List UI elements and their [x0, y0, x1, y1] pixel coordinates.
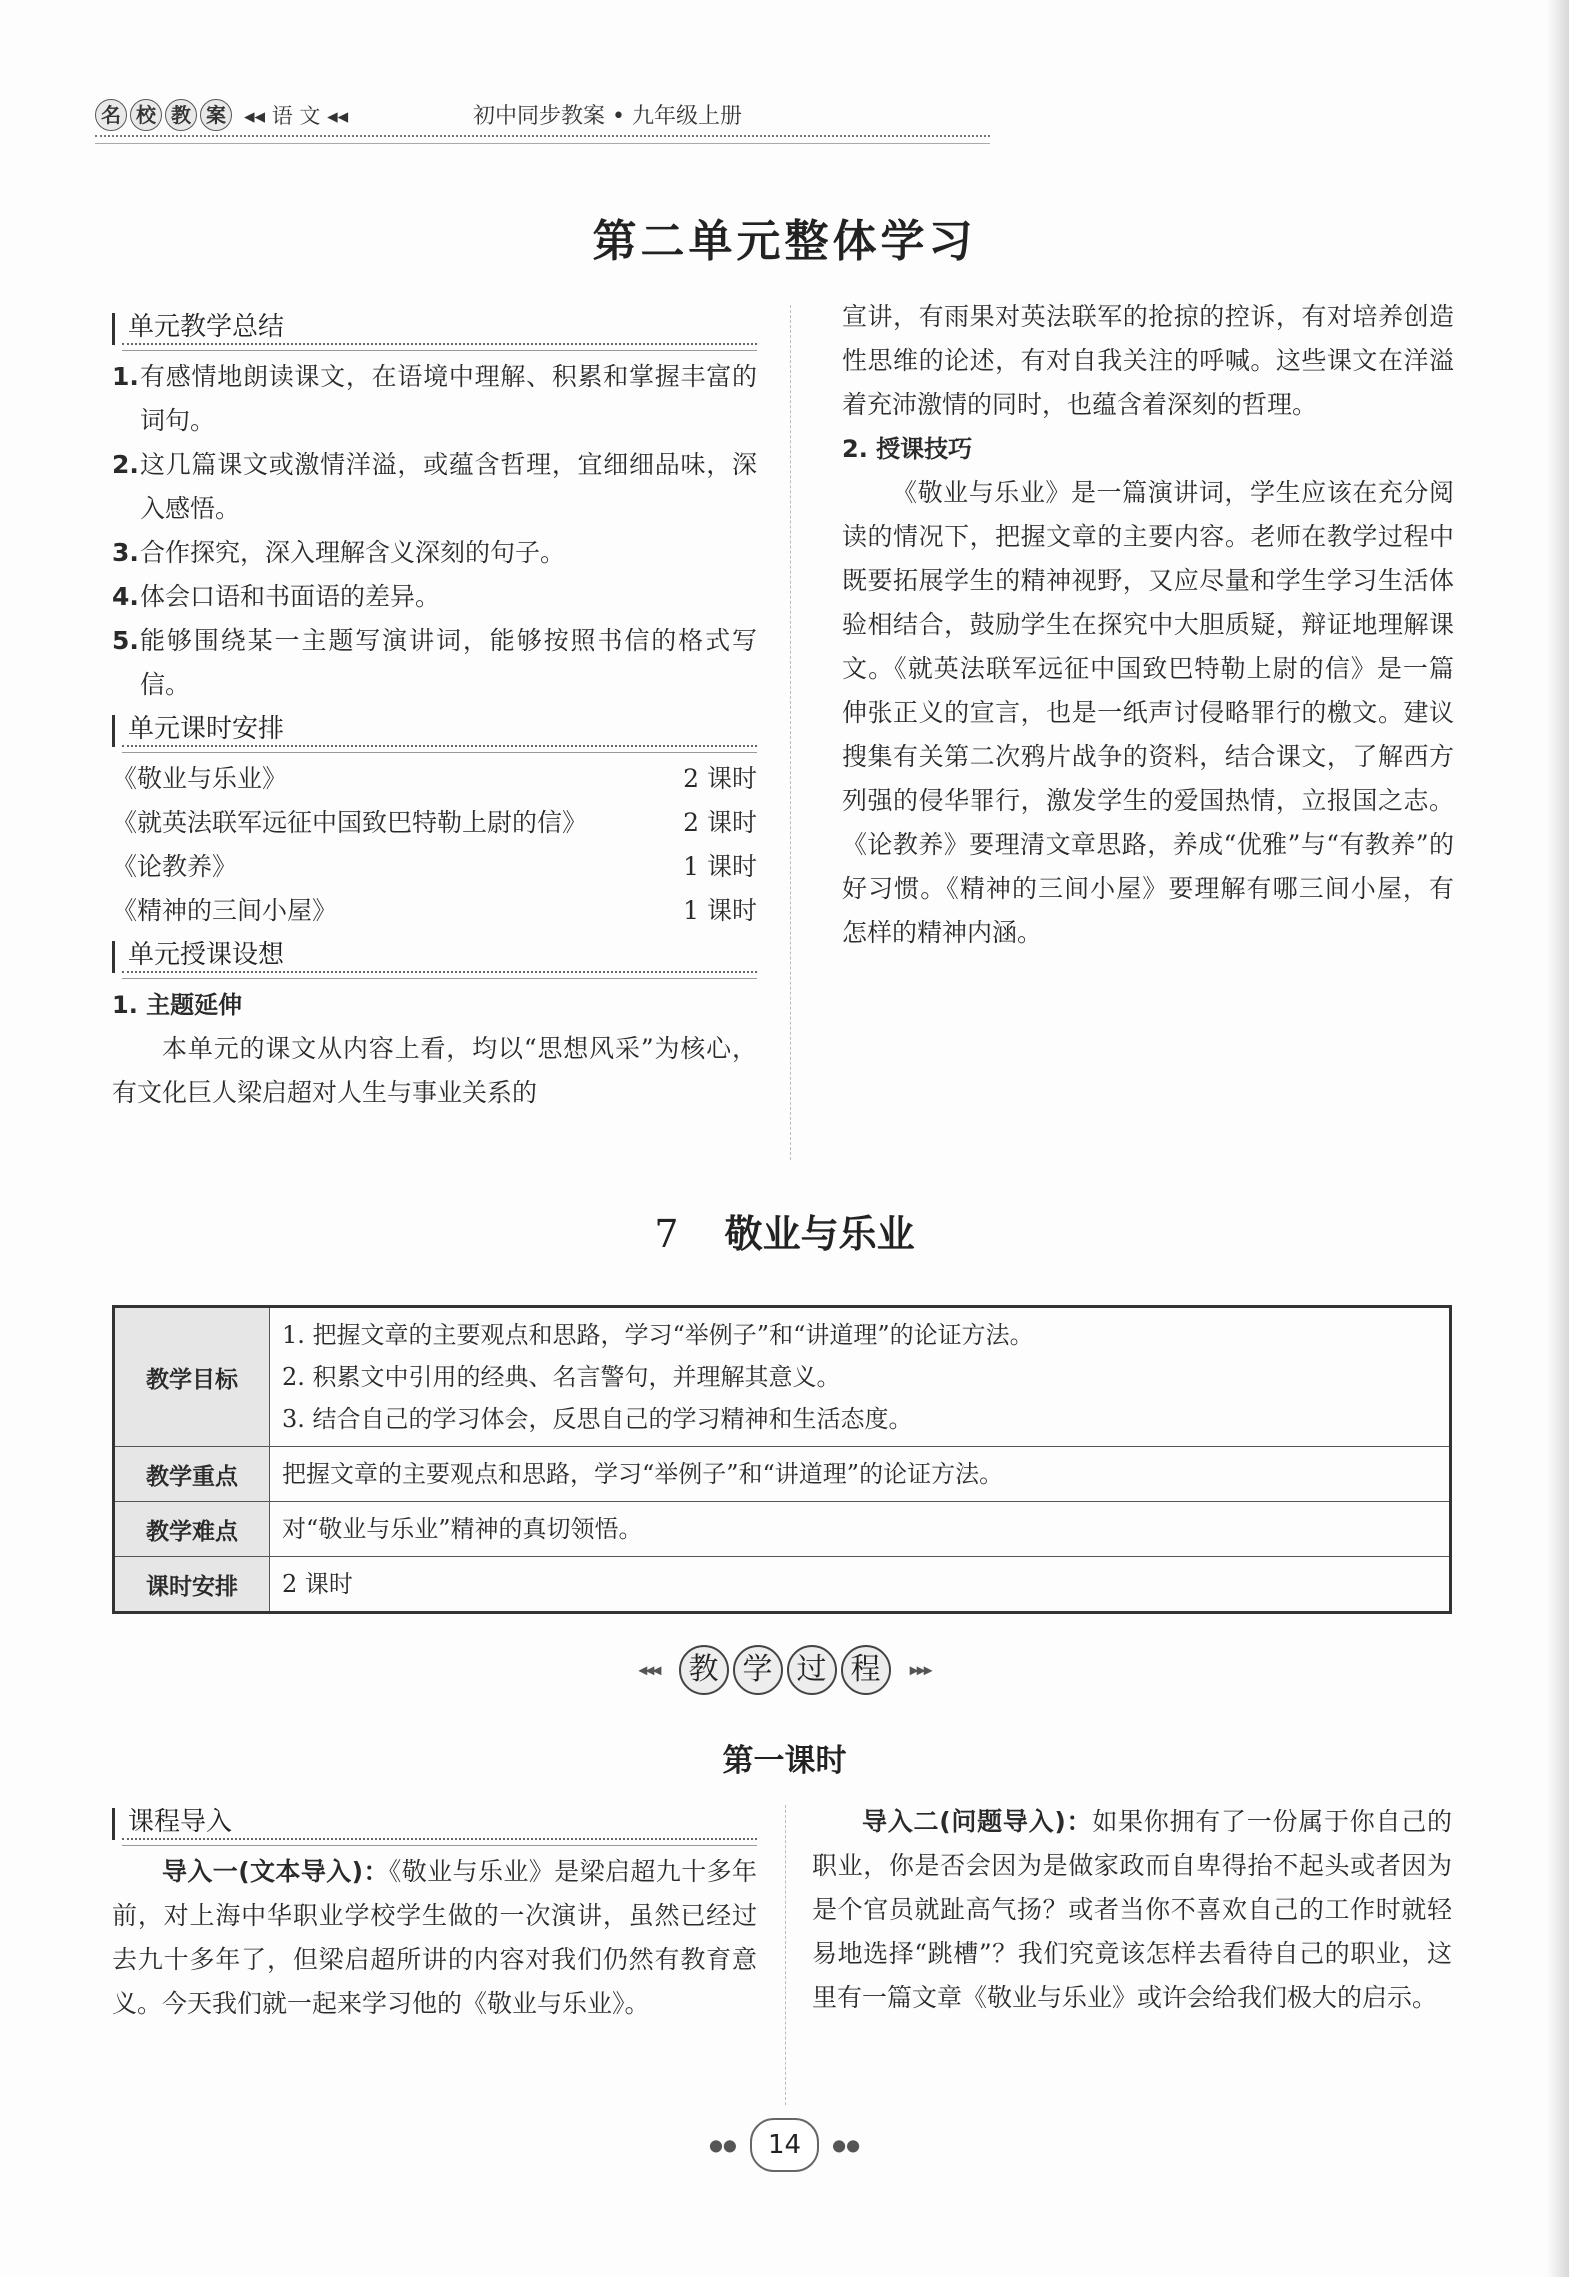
heading-rule	[122, 343, 757, 351]
section-heading-schedule	[112, 707, 757, 753]
footer-dots-right: ●●	[832, 2135, 861, 2155]
heading-bar	[112, 313, 115, 345]
schedule-title: 《敬业与乐业》	[112, 764, 288, 793]
schedule-row	[112, 845, 757, 889]
process-char: 程	[841, 1645, 891, 1695]
section-heading-intro	[112, 1800, 757, 1846]
column-divider	[785, 1805, 786, 2105]
item-number: 4.	[112, 582, 139, 611]
subject-label: ◂◂ 语 文 ◂◂	[244, 104, 349, 128]
goal-line: 2. 积累文中引用的经典、名言警句，并理解其意义。	[282, 1363, 841, 1391]
column-divider	[790, 305, 791, 1160]
page-number: 14	[750, 2118, 819, 2172]
schedule-title: 《论教养》	[112, 852, 238, 881]
brand-char: 案	[200, 99, 232, 131]
summary-item	[112, 619, 757, 707]
schedule-title: 《就英法联军远征中国致巴特勒上尉的信》	[112, 808, 588, 837]
process-chars	[679, 1645, 891, 1695]
lead-one-label: 导入一(文本导入)：	[162, 1857, 389, 1886]
intro-left-column	[112, 1800, 757, 2026]
row-label: 教学难点	[114, 1502, 270, 1557]
goal-line: 3. 结合自己的学习体会，反思自己的学习精神和生活态度。	[282, 1405, 913, 1433]
subheading-theme: 1. 主题延伸	[112, 991, 243, 1019]
row-content	[270, 1307, 1451, 1447]
process-char: 过	[787, 1645, 837, 1695]
section-heading-text: 单元课时安排	[128, 714, 285, 744]
process-char: 教	[679, 1645, 729, 1695]
lead-two-text: 如果你拥有了一份属于你自己的职业，你是否会因为是做家政而自卑得抬不起头或者因为是个官员就趾高气扬？或者当你不喜欢自己的工作时就轻易地选择“跳槽”？我们究竟该怎样去看待自己的职业，这里有一篇文章《敬业与乐业》或许会给我们极大的启示。	[812, 1807, 1452, 2012]
item-text: 体会口语和书面语的差异。	[140, 582, 441, 611]
heading-rule	[122, 1838, 757, 1846]
brand-char: 名	[95, 99, 127, 131]
lead-two-label: 导入二(问题导入)：	[862, 1807, 1093, 1836]
schedule-row	[112, 801, 757, 845]
table-row	[114, 1447, 1451, 1502]
paragraph-continued: 宣讲，有雨果对英法联军的抢掠的控诉，有对培养创造性思维的论述，有对自我关注的呼喊。这些课文在洋溢着充沛激情的同时，也蕴含着深刻的哲理。	[842, 302, 1454, 419]
page-header	[95, 95, 990, 139]
lesson-name: 敬业与乐业	[724, 1212, 915, 1256]
lesson-number: 7	[654, 1212, 679, 1256]
period-title: 第一课时	[722, 1743, 847, 1779]
goal-line: 1. 把握文章的主要观点和思路，学习“举例子”和“讲道理”的论证方法。	[282, 1321, 1034, 1349]
section-heading-ideas	[112, 933, 757, 979]
process-char: 学	[733, 1645, 783, 1695]
teaching-process-banner	[0, 1645, 1569, 1701]
arrows-right-icon: ▸▸▸	[909, 1659, 931, 1681]
objectives-table	[112, 1305, 1452, 1614]
section-heading-text: 单元授课设想	[128, 940, 285, 970]
schedule-row	[112, 889, 757, 933]
item-text: 有感情地朗读课文，在语境中理解、积累和掌握丰富的词句。	[140, 362, 757, 435]
summary-item	[112, 443, 757, 531]
item-number: 1.	[112, 362, 139, 391]
item-number: 3.	[112, 538, 139, 567]
lead-one	[112, 1850, 757, 2026]
summary-item	[112, 575, 757, 619]
row-label: 课时安排	[114, 1557, 270, 1613]
footer-dots-left: ●●	[708, 2135, 737, 2155]
subheading-technique: 2. 授课技巧	[842, 435, 973, 463]
lesson-title	[0, 1203, 1569, 1258]
header-divider	[95, 135, 990, 144]
table-row	[114, 1307, 1451, 1447]
section-heading-summary	[112, 305, 757, 351]
row-content: 把握文章的主要观点和思路，学习“举例子”和“讲道理”的论证方法。	[270, 1447, 1451, 1502]
row-content: 2 课时	[270, 1557, 1451, 1613]
paragraph-theme: 本单元的课文从内容上看，均以“思想风采”为核心，有文化巨人梁启超对人生与事业关系的	[112, 1034, 757, 1107]
schedule-hours: 1 课时	[683, 852, 757, 881]
item-text: 这几篇课文或激情洋溢，或蕴含哲理，宜细细品味，深入感悟。	[140, 450, 757, 523]
summary-item	[112, 355, 757, 443]
heading-bar	[112, 715, 115, 747]
page-edge-shadow	[1547, 0, 1569, 2277]
schedule-hours: 1 课时	[683, 896, 757, 925]
brand-char: 校	[130, 99, 162, 131]
intro-right-column	[812, 1800, 1452, 2020]
row-content: 对“敬业与乐业”精神的真切领悟。	[270, 1502, 1451, 1557]
page-footer	[0, 2118, 1569, 2172]
series-label: 初中同步教案 • 九年级上册	[473, 104, 742, 129]
lead-two	[812, 1800, 1452, 2020]
section-heading-text: 课程导入	[128, 1807, 233, 1837]
brand-chars	[95, 99, 232, 131]
item-text: 能够围绕某一主题写演讲词，能够按照书信的格式写信。	[140, 626, 757, 699]
item-text: 合作探究，深入理解含义深刻的句子。	[140, 538, 566, 567]
table-row	[114, 1557, 1451, 1613]
left-column	[112, 305, 757, 1115]
row-label: 教学目标	[114, 1307, 270, 1447]
schedule-hours: 2 课时	[683, 808, 757, 837]
brand-char: 教	[165, 99, 197, 131]
right-column	[842, 295, 1454, 955]
item-number: 2.	[112, 450, 139, 479]
brand-logo	[95, 95, 348, 135]
table-row	[114, 1502, 1451, 1557]
lead-one-text: 《敬业与乐业》是梁启超九十多年前，对上海中华职业学校学生做的一次演讲，虽然已经过去九十多年了，但梁启超所讲的内容对我们仍然有教育意义。今天我们就一起来学习他的《敬业与乐业》。	[112, 1857, 757, 2018]
schedule-row	[112, 757, 757, 801]
summary-item	[112, 531, 757, 575]
heading-bar	[112, 1808, 115, 1840]
arrows-left-icon: ◂◂◂	[638, 1659, 660, 1681]
row-label: 教学重点	[114, 1447, 270, 1502]
section-heading-text: 单元教学总结	[128, 312, 285, 342]
item-number: 5.	[112, 626, 139, 655]
schedule-title: 《精神的三间小屋》	[112, 896, 338, 925]
heading-rule	[122, 971, 757, 979]
unit-title: 第二单元整体学习	[592, 216, 977, 267]
paragraph-technique: 《敬业与乐业》是一篇演讲词，学生应该在充分阅读的情况下，把握文章的主要内容。老师在教学过程中既要拓展学生的精神视野，又应尽量和学生学习生活体验相结合，鼓励学生在探究中大胆质疑，辩证地理解课文。《就英法联军远征中国致巴特勒上尉的信》是一篇伸张正义的宣言，也是一纸声讨侵略罪行的檄文。建议搜集有关第二次鸦片战争的资料，结合课文，了解西方列强的侵华罪行，激发学生的爱国热情，立报国之志。《论教养》要理清文章思路，养成“优雅”与“有教养”的好习惯。《精神的三间小屋》要理解有哪三间小屋，有怎样的精神内涵。	[842, 478, 1454, 947]
heading-rule	[122, 745, 757, 753]
heading-bar	[112, 941, 115, 973]
schedule-hours: 2 课时	[683, 764, 757, 793]
